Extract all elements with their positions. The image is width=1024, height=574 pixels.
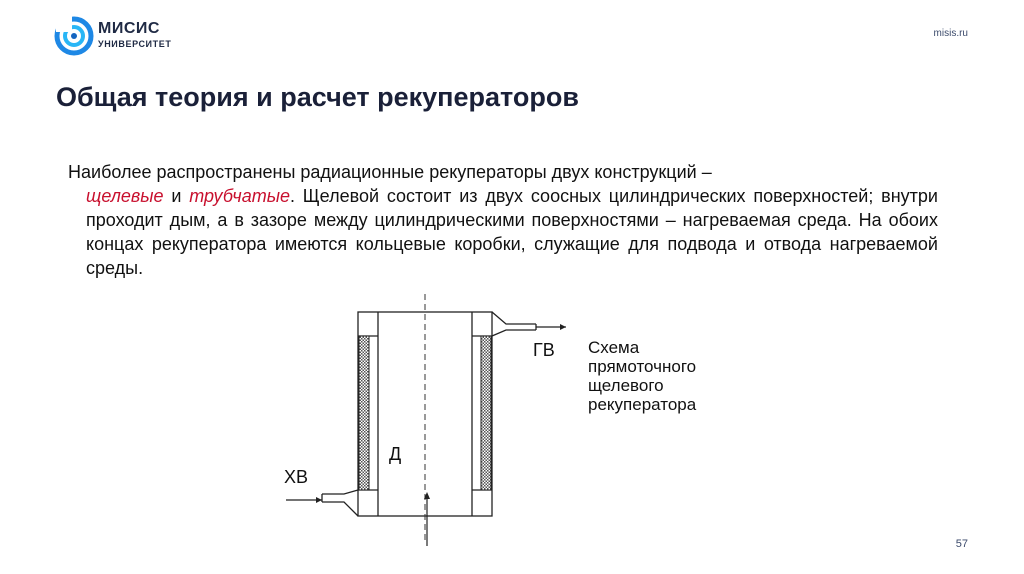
label-cold-medium: ХВ bbox=[284, 467, 309, 487]
paragraph-part-3: . Щелевой состоит из двух соосных цилиндрических поверхностей; внутри проходит дым, а в зазоре между цилиндрическими поверхностями – нагреваемая среда. На обоих концах рекуператора имеются кольцевые коробки, служащие для подвода и отвода нагреваемой среды. bbox=[86, 186, 938, 278]
logo-subtitle: УНИВЕРСИТЕТ bbox=[98, 39, 172, 49]
logo-name: МИСИС bbox=[98, 20, 160, 37]
slide-title: Общая теория и расчет рекуператоров bbox=[56, 82, 579, 112]
recuperator-diagram bbox=[280, 290, 590, 552]
caption-line: щелевого bbox=[588, 376, 664, 395]
label-smoke: Д bbox=[389, 444, 402, 464]
paragraph-part-1: Наиболее распространены радиационные рекуператоры двух конструкций – bbox=[68, 162, 712, 182]
caption-line: прямоточного bbox=[588, 357, 697, 376]
term-tubular: трубчатые bbox=[189, 186, 290, 206]
label-hot-medium: ГВ bbox=[533, 340, 555, 360]
caption-line: Схема bbox=[588, 338, 640, 357]
body-paragraph bbox=[68, 160, 938, 280]
university-logo bbox=[54, 14, 172, 58]
inlet-pipe-bottom bbox=[322, 490, 358, 494]
caption-line: рекуператора bbox=[588, 395, 697, 414]
page-number: 57 bbox=[955, 538, 968, 550]
hatched-wall-left bbox=[359, 336, 369, 490]
term-slot: щелевые bbox=[86, 186, 164, 206]
site-link[interactable]: misis.ru bbox=[933, 28, 968, 39]
paragraph-part-2: и bbox=[163, 186, 190, 206]
diagram-caption bbox=[588, 338, 696, 414]
outlet-pipe-top bbox=[492, 312, 536, 324]
logo-icon bbox=[54, 14, 94, 58]
paragraph-continuation bbox=[68, 184, 938, 280]
hatched-wall-right bbox=[481, 336, 491, 490]
